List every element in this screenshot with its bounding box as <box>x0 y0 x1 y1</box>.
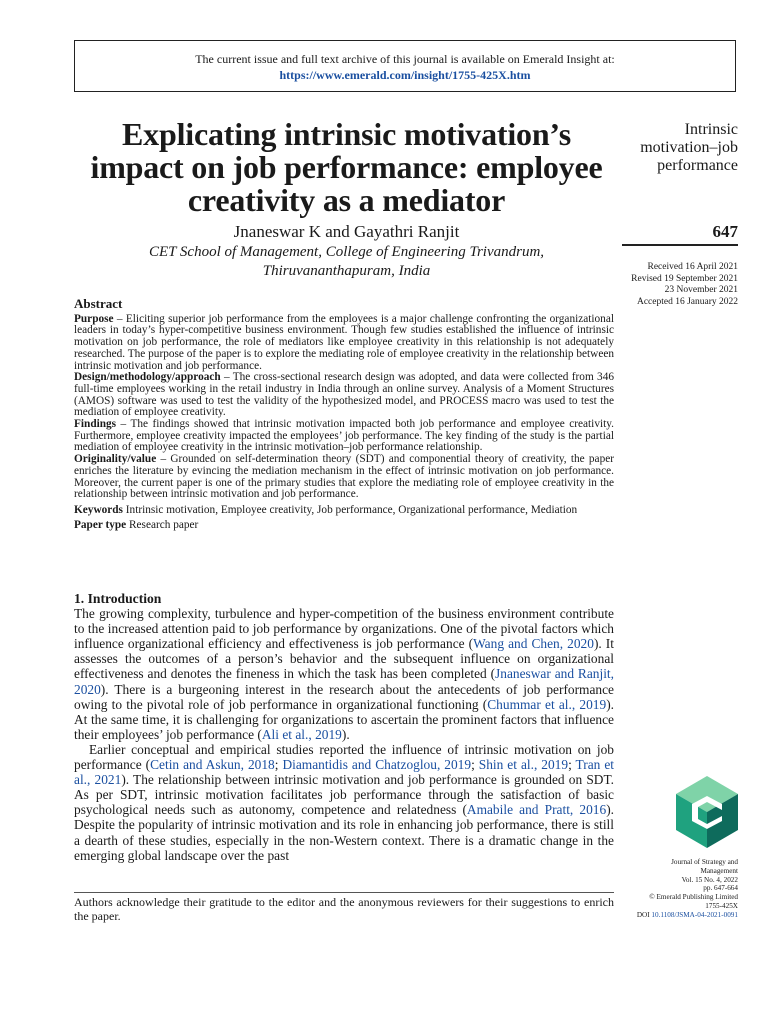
journal-volume: Vol. 15 No. 4, 2022 <box>681 875 738 884</box>
citation-link[interactable]: Shin et al., 2019 <box>478 757 569 773</box>
journal-doi <box>622 911 738 920</box>
intro-text: ). Despite the popularity of intrinsic motivation and its role in enhancing job performance, there is still a dearth of these studies, especially in the non-Western context. There is a dramatic change in the emerging global landscape over the past <box>74 802 614 863</box>
intro-text: ). <box>341 726 350 742</box>
citation-link[interactable]: Tran et al., 2021 <box>74 757 614 788</box>
intro-paragraph-1 <box>74 606 614 742</box>
keywords-text: Intrinsic motivation, Employee creativity, Job performance, Organizational performance, Mediation <box>122 503 578 516</box>
citation-link[interactable]: Chummar et al., 2019 <box>487 696 607 712</box>
journal-info <box>622 858 738 920</box>
intro-text: ). The relationship between intrinsic motivation and job performance is grounded on SDT. As per SDT, intrinsic motivation facilitates job performance through the satisfaction of basic psychological needs such as autonomy, competence and relatedness ( <box>74 772 614 818</box>
revised-date-1: Revised 19 September 2021 <box>631 273 738 284</box>
abstract-findings <box>74 419 614 454</box>
keywords-label: Keywords <box>74 503 123 516</box>
running-title-line-3: performance <box>657 157 738 174</box>
article-title: Explicating intrinsic motivation’s impact on job performance: employee creativity as a mediator <box>90 116 603 218</box>
introduction-heading: 1. Introduction <box>74 591 162 606</box>
emerald-logo-icon <box>676 776 738 848</box>
intro-text: ). It assesses the outcomes of a person’s behavior and the subsequent influence on organizational effectiveness and denotes the fineness in which the task has been completed ( <box>74 636 614 682</box>
footnote-divider <box>74 892 614 893</box>
paper-type-text: Research paper <box>126 518 199 531</box>
intro-text: ). At the same time, it is challenging for organizations to ascertain the prominent factors that influence their employees’ job performance ( <box>74 696 614 742</box>
keywords <box>74 503 614 518</box>
abstract-design <box>74 372 614 419</box>
intro-text: ; <box>471 757 479 773</box>
intro-text: The growing complexity, turbulence and hyper-competition of the business environment contribute to the increased attention paid to job performance by organizations. One of the pivotal factors which influence organizational efficiency and effectiveness is job performance ( <box>74 606 614 652</box>
introduction-section <box>74 591 614 863</box>
originality-label: Originality/value <box>74 453 157 466</box>
doi-label: DOI <box>636 910 652 919</box>
citation-link[interactable]: Jnaneswar and Ranjit, 2020 <box>74 666 614 697</box>
running-title-line-2: motivation–job <box>640 139 738 156</box>
citation-link[interactable]: Wang and Chen, 2020 <box>473 636 594 652</box>
affiliation <box>74 243 619 281</box>
running-title-line-1: Intrinsic <box>684 121 738 138</box>
intro-paragraph-2 <box>74 742 614 863</box>
journal-name-1: Journal of Strategy and <box>671 858 738 866</box>
received-date: Received 16 April 2021 <box>647 262 738 272</box>
intro-text: ; <box>274 757 283 773</box>
paper-type-label: Paper type <box>74 518 127 531</box>
purpose-label: Purpose <box>74 312 114 325</box>
intro-text: ). There is a burgeoning interest in the research about the antecedents of job performance owing to the pivotal role of job performance in organizational functioning ( <box>74 681 614 712</box>
abstract-originality <box>74 454 614 501</box>
findings-text: – The findings showed that intrinsic motivation impacted both job performance and employee creativity. Furthermore, employee creativity impacted the employees’ job performance. The key finding of the study is the partial mediation of employee creativity in the intrinsic motivation–job performance relationship. <box>74 418 614 454</box>
doi-link[interactable]: 10.1108/JSMA-04-2021-0091 <box>651 910 738 919</box>
journal-name-2: Management <box>700 866 738 875</box>
accepted-date: Accepted 16 January 2022 <box>636 296 738 307</box>
design-text: – The cross-sectional research design was adopted, and data were collected from 346 full-time employees working in the retail industry in India through an online survey. Analysis of a Moment Structures (AMOS) software was used to test the validity of the hypothesized model, and PROCESS macro was used to test the mediation of employee creativity. <box>74 371 614 419</box>
banner-text: The current issue and full text archive of this journal is available on Emerald Insight at: <box>195 52 615 66</box>
abstract-section <box>74 298 614 532</box>
intro-text: ; <box>568 757 576 773</box>
citation-link[interactable]: Cetin and Askun, 2018 <box>150 757 275 773</box>
revised-date-2: 23 November 2021 <box>664 285 738 295</box>
journal-issn: 1755-425X <box>705 901 738 910</box>
citation-link[interactable]: Amabile and Pratt, 2016 <box>466 802 607 818</box>
archive-banner <box>74 40 736 92</box>
paper-type <box>74 520 614 532</box>
affiliation-line-1: CET School of Management, College of Engineering Trivandrum, <box>148 244 545 260</box>
design-label: Design/methodology/approach <box>74 371 221 384</box>
abstract-heading: Abstract <box>74 296 123 311</box>
article-dates <box>622 262 738 308</box>
journal-publisher: © Emerald Publishing Limited <box>649 893 738 902</box>
intro-text: Earlier conceptual and empirical studies reported the influence of intrinsic motivation on job performance ( <box>74 741 614 773</box>
citation-link[interactable]: Ali et al., 2019 <box>261 726 342 742</box>
originality-text: – Grounded on self-determination theory (SDT) and componential theory of creativity, the paper enriches the literature by evincing the mediation mechanism in the effect of intrinsic motivation on job performance. Moreover, the current paper is one of the primary studies that explore the mediating role of employee creativity in the relationship between intrinsic motivation and job performance. <box>74 453 614 501</box>
page-number: 647 <box>712 222 738 241</box>
journal-pages: pp. 647-664 <box>703 884 738 893</box>
side-divider <box>622 244 738 246</box>
affiliation-line-2: Thiruvananthapuram, India <box>262 263 431 279</box>
findings-label: Findings <box>74 418 117 431</box>
purpose-text: – Eliciting superior job performance from the employees is a major challenge confronting the organizational leaders in today’s hyper-competitive business environment. Though few studies established the influence of intrinsic motivation on job performance, the role of mediators like employee creativity in this relationship is not adequately researched. The purpose of the paper is to explore the mediating role of employee creativity in the relationship between intrinsic motivation and job performance. <box>74 312 614 372</box>
journal-link[interactable]: https://www.emerald.com/insight/1755-425X.htm <box>279 68 531 82</box>
authors: Jnaneswar K and Gayathri Ranjit <box>233 222 460 241</box>
citation-link[interactable]: Diamantidis and Chatzoglou, 2019 <box>282 757 472 773</box>
running-title <box>622 121 738 175</box>
abstract-purpose <box>74 314 614 373</box>
acknowledgement-footnote: Authors acknowledge their gratitude to the editor and the anonymous reviewers for their suggestions to enrich the paper. <box>74 895 614 923</box>
